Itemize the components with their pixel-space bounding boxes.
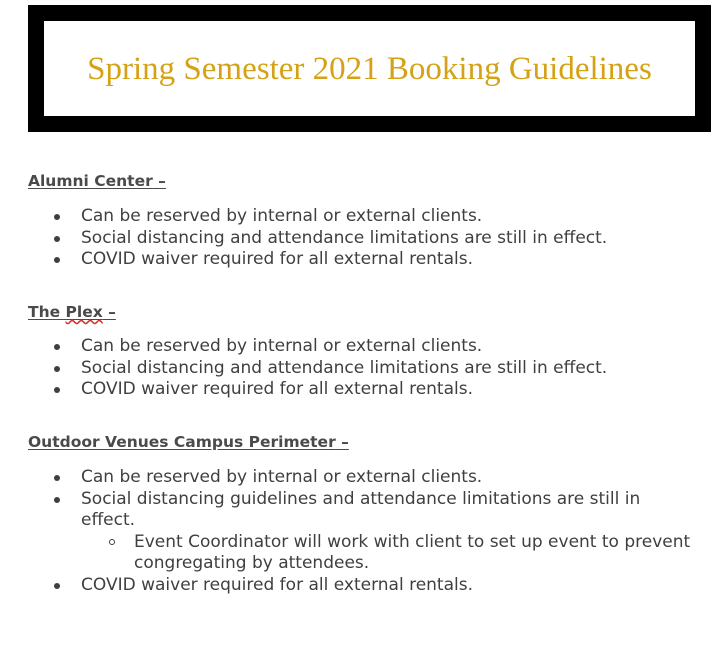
bullet-icon: [54, 497, 60, 503]
bullet-icon: [54, 475, 60, 481]
bullet-list-alumni-center: [0, 206, 681, 271]
title-banner: [28, 5, 711, 132]
list-item: COVID waiver required for all external rentals.: [0, 249, 681, 271]
hollow-bullet-icon: [109, 539, 115, 545]
bullet-icon: [54, 344, 60, 350]
title-banner-inner: [44, 21, 695, 116]
bullet-icon: [54, 366, 60, 372]
section-heading-the-plex: [28, 303, 116, 321]
section-heading-prefix: The: [28, 303, 66, 321]
list-item: COVID waiver required for all external rentals.: [0, 575, 681, 597]
bullet-icon: [54, 387, 60, 393]
section-heading-text: Outdoor Venues Campus Perimeter: [28, 433, 336, 451]
section-heading-dash: –: [152, 172, 166, 190]
list-item: Social distancing guidelines and attendance limitations are still in effect. Event Coordinator will work with client to set up event to prevent congregating by attendees.: [0, 489, 681, 575]
section-heading-alumni-center: [28, 172, 166, 190]
section-heading-dash: –: [335, 433, 349, 451]
bullet-icon: [54, 583, 60, 589]
list-item: Social distancing and attendance limitations are still in effect.: [0, 228, 681, 250]
page-title: Spring Semester 2021 Booking Guidelines: [87, 51, 652, 87]
bullet-list-the-plex: [0, 336, 681, 401]
list-item: Can be reserved by internal or external clients.: [0, 467, 681, 489]
list-item: Social distancing and attendance limitations are still in effect.: [0, 358, 681, 380]
list-item: COVID waiver required for all external rentals.: [0, 379, 681, 401]
bullet-list-outdoor-venues: [0, 467, 691, 596]
section-heading-dash: –: [102, 303, 116, 321]
list-item: Can be reserved by internal or external clients.: [0, 206, 681, 228]
bullet-icon: [54, 214, 60, 220]
section-heading-text: Plex: [65, 303, 103, 321]
sub-bullet-list: [81, 531, 691, 575]
bullet-icon: [54, 236, 60, 242]
bullet-icon: [54, 257, 60, 263]
sub-list-item: Event Coordinator will work with client to set up event to prevent congregating by attendees.: [81, 532, 724, 575]
section-heading-text: Alumni Center: [28, 172, 153, 190]
list-item: Can be reserved by internal or external clients.: [0, 336, 681, 358]
section-heading-outdoor-venues: [28, 433, 349, 451]
